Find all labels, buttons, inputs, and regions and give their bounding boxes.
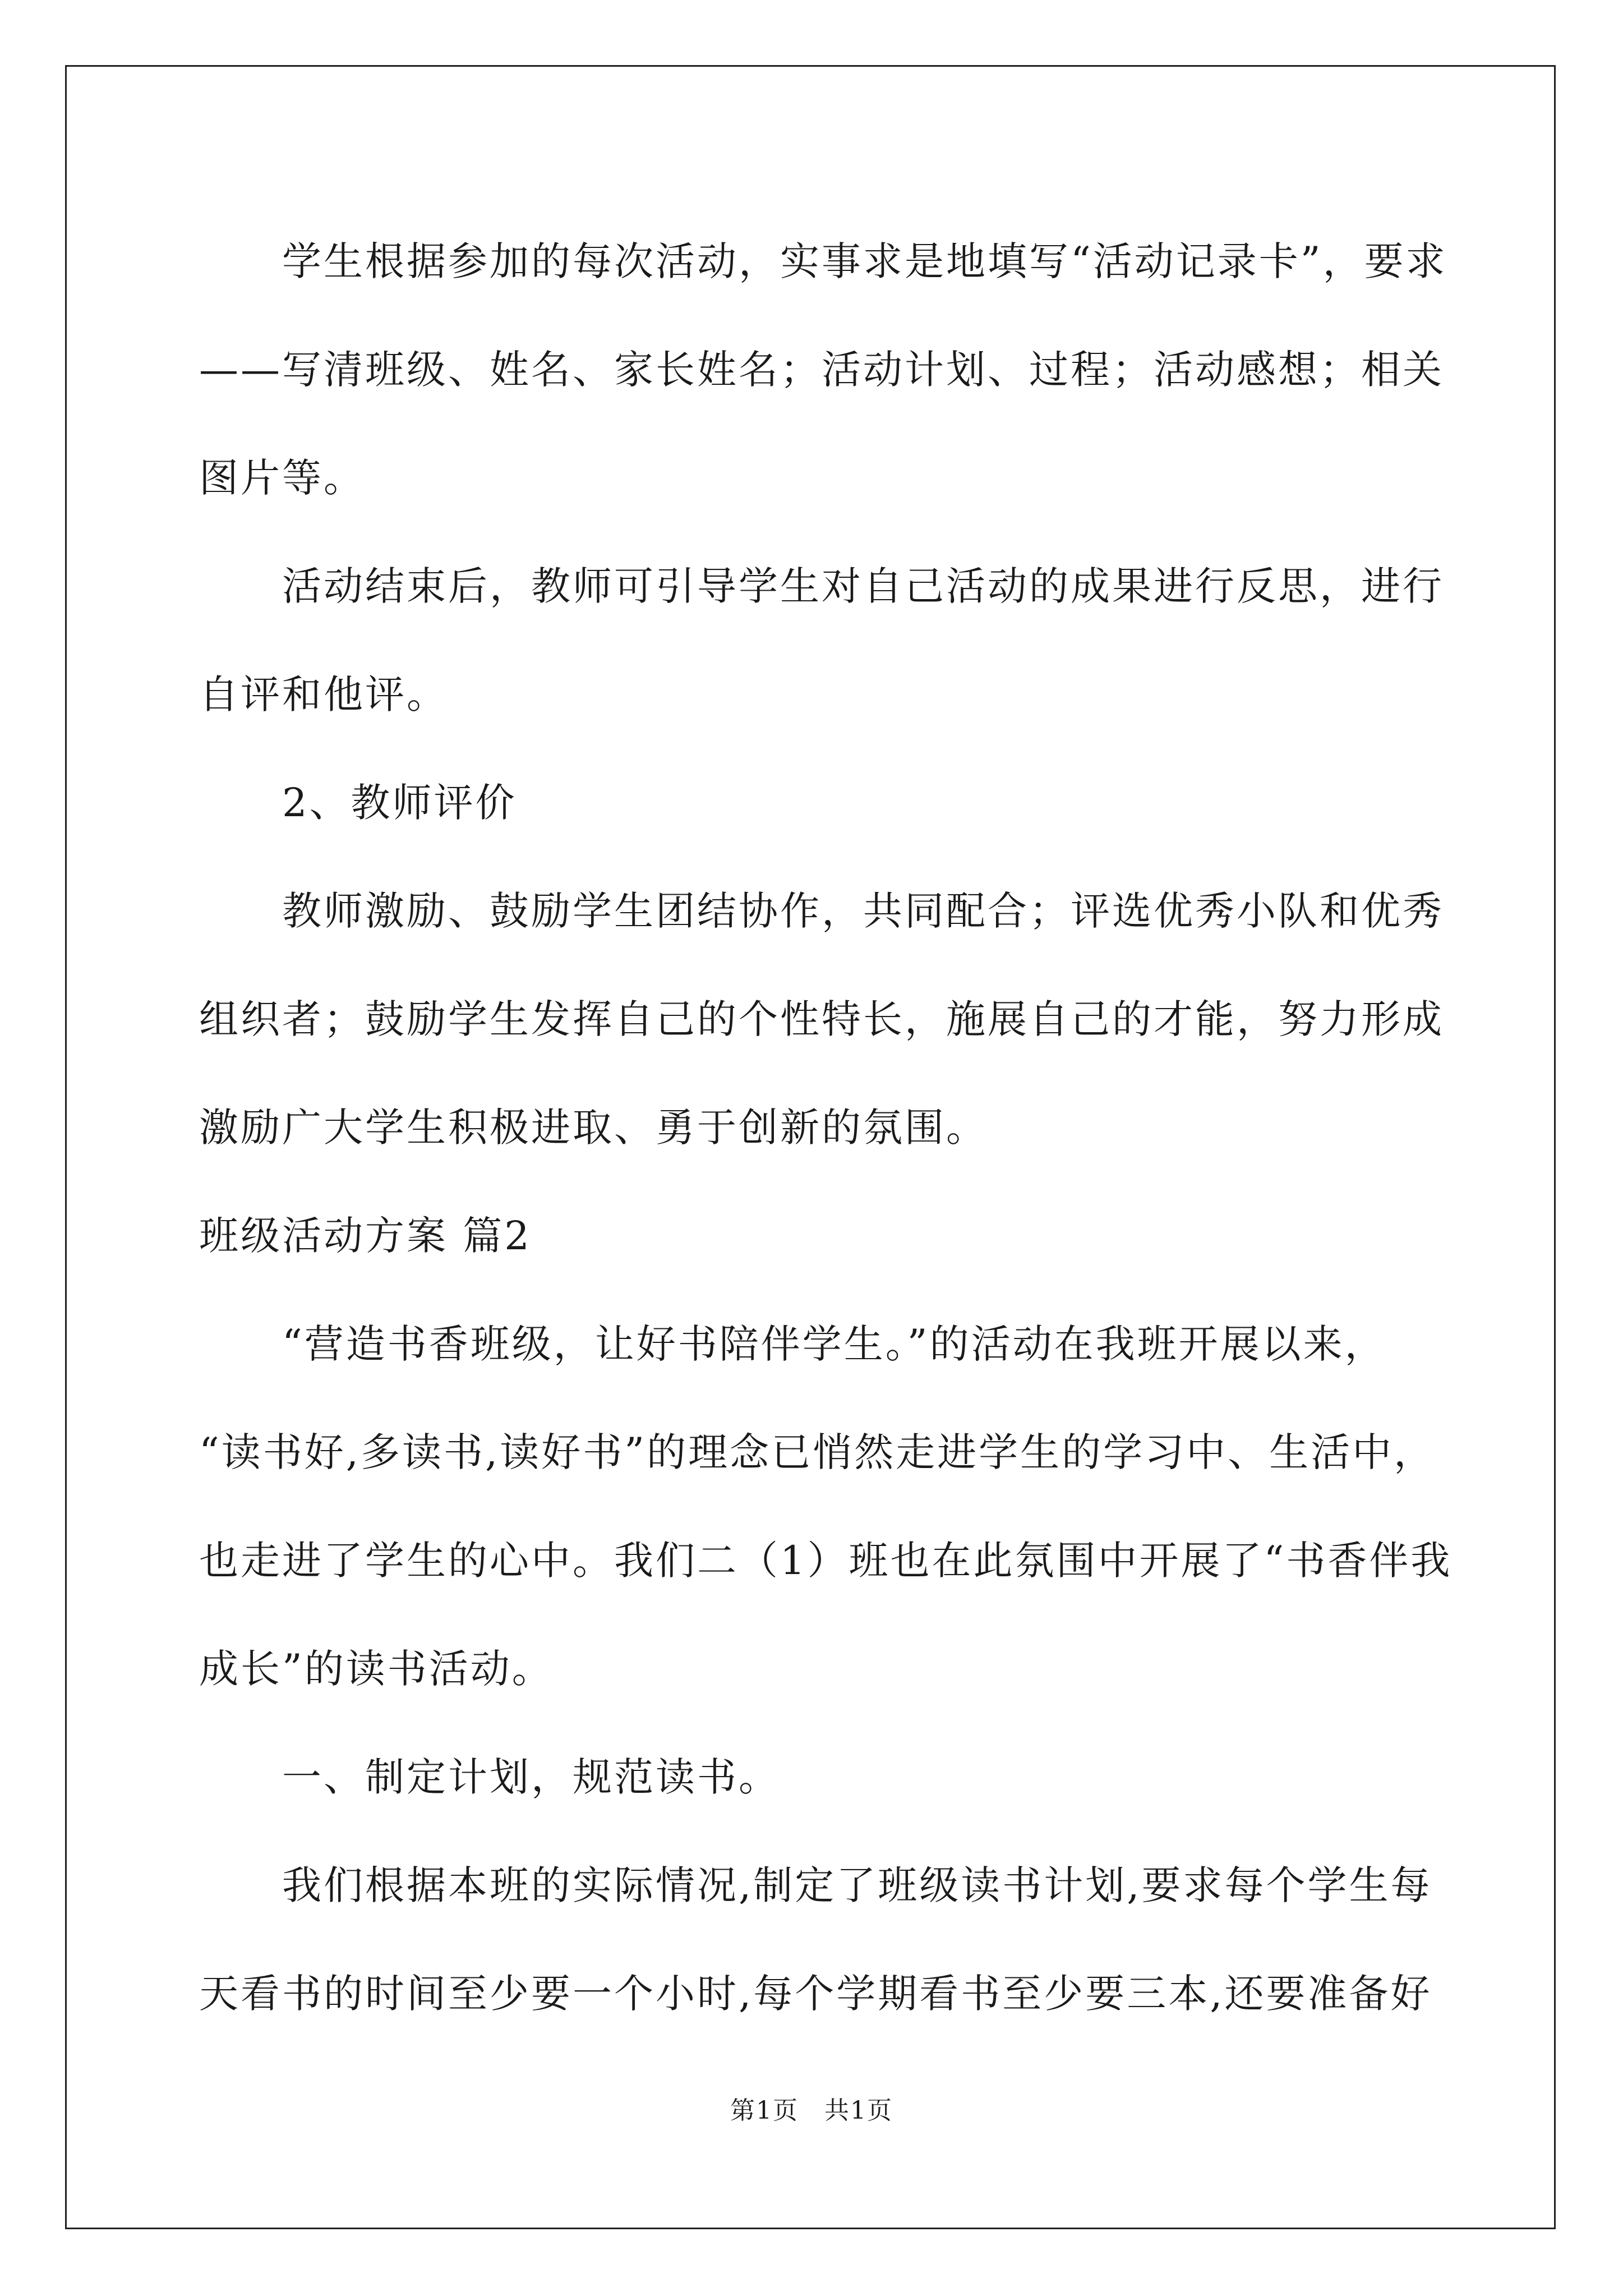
paragraph (199, 857, 1444, 1182)
paragraph (199, 1832, 1432, 2048)
paragraph-line: 2、教师评价 (282, 780, 517, 826)
paragraph-line: 组织者；鼓励学生发挥自己的个性特长，施展自己的才能，努力形成 (199, 996, 1444, 1042)
paragraph (199, 1723, 1427, 1832)
paragraph-line: “营造书香班级，让好书陪伴学生。”的活动在我班开展以来， (282, 1321, 1386, 1367)
paragraph (199, 532, 1444, 749)
paragraph-line: 教师激励、鼓励学生团结协作，共同配合；评选优秀小队和优秀 (282, 888, 1444, 934)
page-footer: 第1页 共1页 (730, 2096, 893, 2125)
paragraph-line: 活动结束后，教师可引导学生对自己活动的成果进行反思，进行 (282, 563, 1444, 609)
paragraph-line: 班级活动方案 篇2 (199, 1213, 532, 1259)
paragraph-line: “读书好,多读书,读好书”的理念已悄然走进学生的学习中、生活中， (199, 1429, 1436, 1475)
section-heading (199, 1182, 1427, 1290)
paragraph-line: 学生根据参加的每次活动，实事求是地填写“活动记录卡”，要求 (282, 238, 1447, 284)
paragraph (199, 749, 1427, 857)
paragraph-line: 成长”的读书活动。 (199, 1646, 554, 1692)
paragraph-line: 也走进了学生的心中。我们二（1）班也在此氛围中开展了“书香伴我 (199, 1538, 1453, 1584)
paragraph-line: 激励广大学生积极进取、勇于创新的氛围。 (199, 1105, 988, 1151)
paragraph-line: 自评和他评。 (199, 671, 448, 717)
paragraph-line: 图片等。 (199, 455, 365, 501)
paragraph (199, 1290, 1453, 1723)
paragraph-line: 一、制定计划，规范读书。 (282, 1754, 780, 1800)
paragraph-line: 我们根据本班的实际情况,制定了班级读书计划,要求每个学生每 (282, 1862, 1432, 1908)
document-body (199, 208, 1453, 2048)
paragraph-line: 天看书的时间至少要一个小时,每个学期看书至少要三本,还要准备好 (199, 1971, 1432, 2017)
paragraph (199, 208, 1447, 532)
paragraph-line: ——写清班级、姓名、家长姓名；活动计划、过程；活动感想；相关 (199, 347, 1444, 393)
